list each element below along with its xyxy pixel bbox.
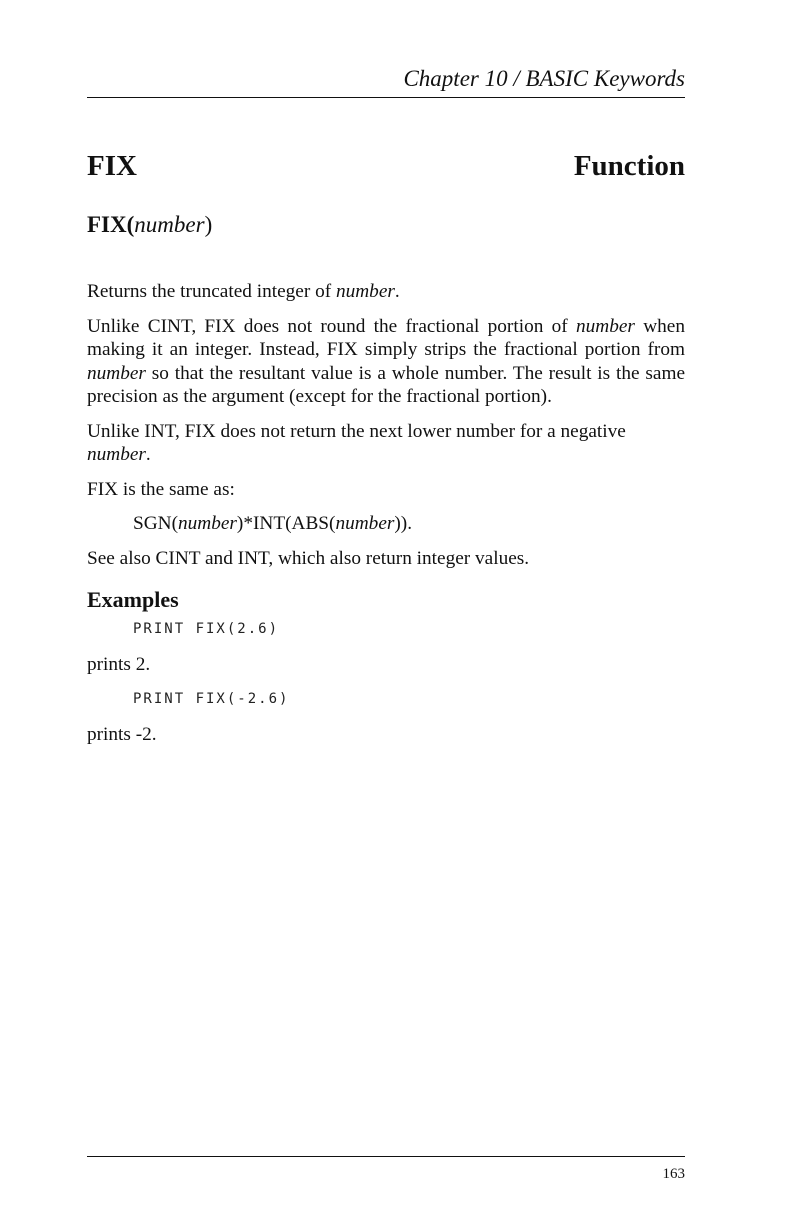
description-body: [87, 280, 685, 758]
see-also-paragraph: See also CINT and INT, which also return integer values.: [87, 547, 530, 569]
syntax-name: FIX(: [87, 212, 135, 237]
description-paragraph: FIX is the same as:: [87, 478, 235, 500]
syntax-line: [87, 212, 212, 238]
description-paragraph: Unlike CINT, FIX does not round the fractional portion of number when making it an integer. Instead, FIX simply strips the fractional portion from number so that the resultant value is a whole number. The result is the same precision as the argument (except for the fractional portion).: [87, 315, 685, 407]
description-paragraph: Returns the truncated integer of number.: [87, 281, 400, 302]
keyword-title: FIX: [87, 150, 137, 182]
keyword-kind: Function: [573, 150, 685, 182]
example-result: prints 2.: [87, 654, 151, 675]
description-paragraph: Unlike INT, FIX does not return the next lower number for a negative number.: [87, 420, 626, 465]
header-rule: [87, 97, 685, 98]
footer-rule: [87, 1156, 685, 1157]
equivalent-formula: SGN(number)*INT(ABS(number)).: [133, 513, 413, 534]
examples-heading: Examples: [87, 587, 179, 612]
code-example: PRINT FIX(-2.6): [133, 690, 290, 707]
syntax-close: ): [204, 212, 213, 237]
syntax-arg: number: [134, 212, 205, 237]
page-number: 163: [662, 1166, 685, 1182]
example-result: prints -2.: [87, 724, 157, 745]
chapter-header: Chapter 10 / BASIC Keywords: [403, 66, 685, 91]
code-example: PRINT FIX(2.6): [133, 620, 280, 637]
